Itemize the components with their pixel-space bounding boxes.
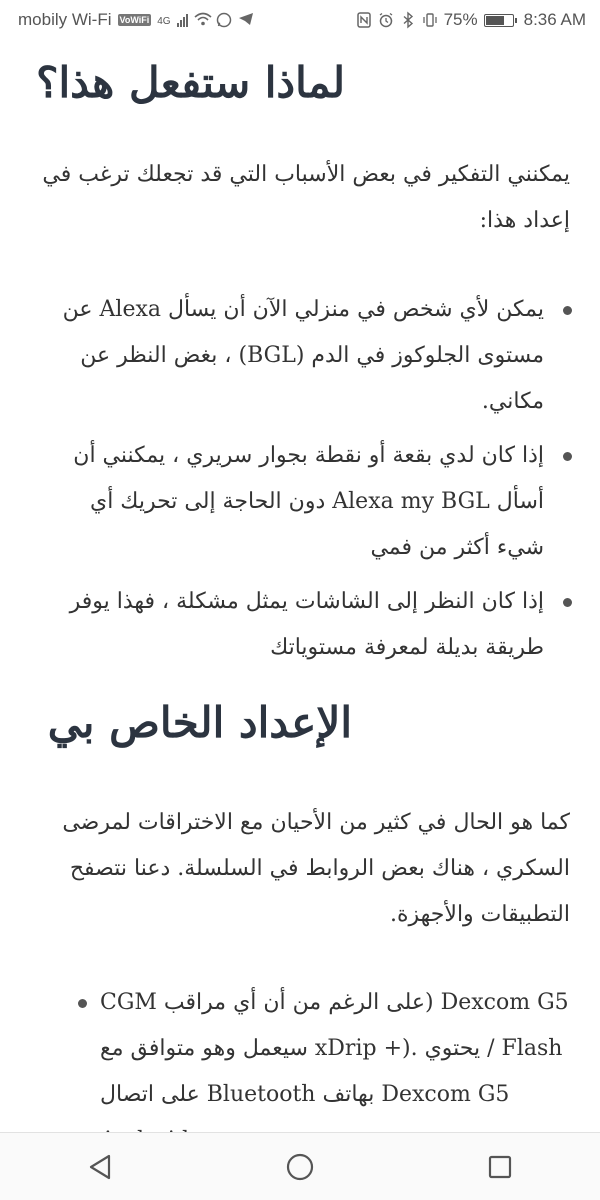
carrier-label: mobily Wi-Fi (18, 10, 112, 29)
status-right (356, 10, 586, 30)
list-item: يمكن لأي شخص في منزلي الآن أن يسأل Alexa عن مستوى الجلوكوز في الدم (BGL) ، بغض النظر عن مكاني. (60, 287, 572, 425)
nfc-icon (356, 12, 372, 28)
recents-button[interactable] (470, 1142, 530, 1192)
back-button[interactable] (70, 1142, 130, 1192)
network-label: 4G (157, 16, 171, 27)
battery-icon (484, 14, 514, 27)
article-content (0, 40, 600, 1133)
wifi-icon (194, 12, 210, 28)
navigation-bar (0, 1132, 600, 1200)
bluetooth-icon (400, 12, 416, 28)
setup-intro-paragraph: كما هو الحال في كثير من الأحيان مع الاختراقات لمرضى السكري ، هناك بعض الروابط في السلسلة. دعنا نتصفح التطبيقات والأجهزة. (62, 810, 570, 927)
list-item: إذا كان النظر إلى الشاشات يمثل مشكلة ، فهذا يوفر طريقة بديلة لمعرفة مستوياتك (60, 579, 572, 671)
intro-paragraph: يمكنني التفكير في بعض الأسباب التي قد تجعلك ترغب في إعداد هذا: (42, 162, 570, 233)
alarm-icon (378, 12, 394, 28)
section-heading-my-setup: الإعداد الخاص بي (47, 698, 352, 747)
status-bar (0, 0, 600, 40)
whatsapp-icon (216, 12, 232, 28)
circle-home-icon (285, 1152, 315, 1182)
vibrate-icon (422, 12, 438, 28)
battery-percent: 75% (443, 10, 478, 29)
reasons-list (60, 287, 572, 679)
signal-icon (177, 14, 188, 27)
device-item-text: Dexcom G5 (على الرغم من أن أي مراقب CGM / Flash يحتوي .(+ xDrip سيعمل وهو متوافق مع Dexcom G5 بهاتف Bluetooth على اتصال (100, 990, 569, 1107)
clock: 8:36 AM (523, 10, 586, 29)
triangle-back-icon (87, 1153, 113, 1181)
telegram-icon (238, 12, 254, 28)
square-recents-icon (487, 1154, 513, 1180)
list-item: إذا كان لدي بقعة أو نقطة بجوار سريري ، يمكنني أن أسأل Alexa my BGL دون الحاجة إلى تحريك أي شيء أكثر من فمي (60, 433, 572, 571)
home-button[interactable] (270, 1142, 330, 1192)
section-heading-why: لماذا ستفعل هذا؟ (36, 58, 345, 107)
vowifi-badge: VoWiFi (119, 15, 150, 25)
status-left (18, 10, 254, 30)
